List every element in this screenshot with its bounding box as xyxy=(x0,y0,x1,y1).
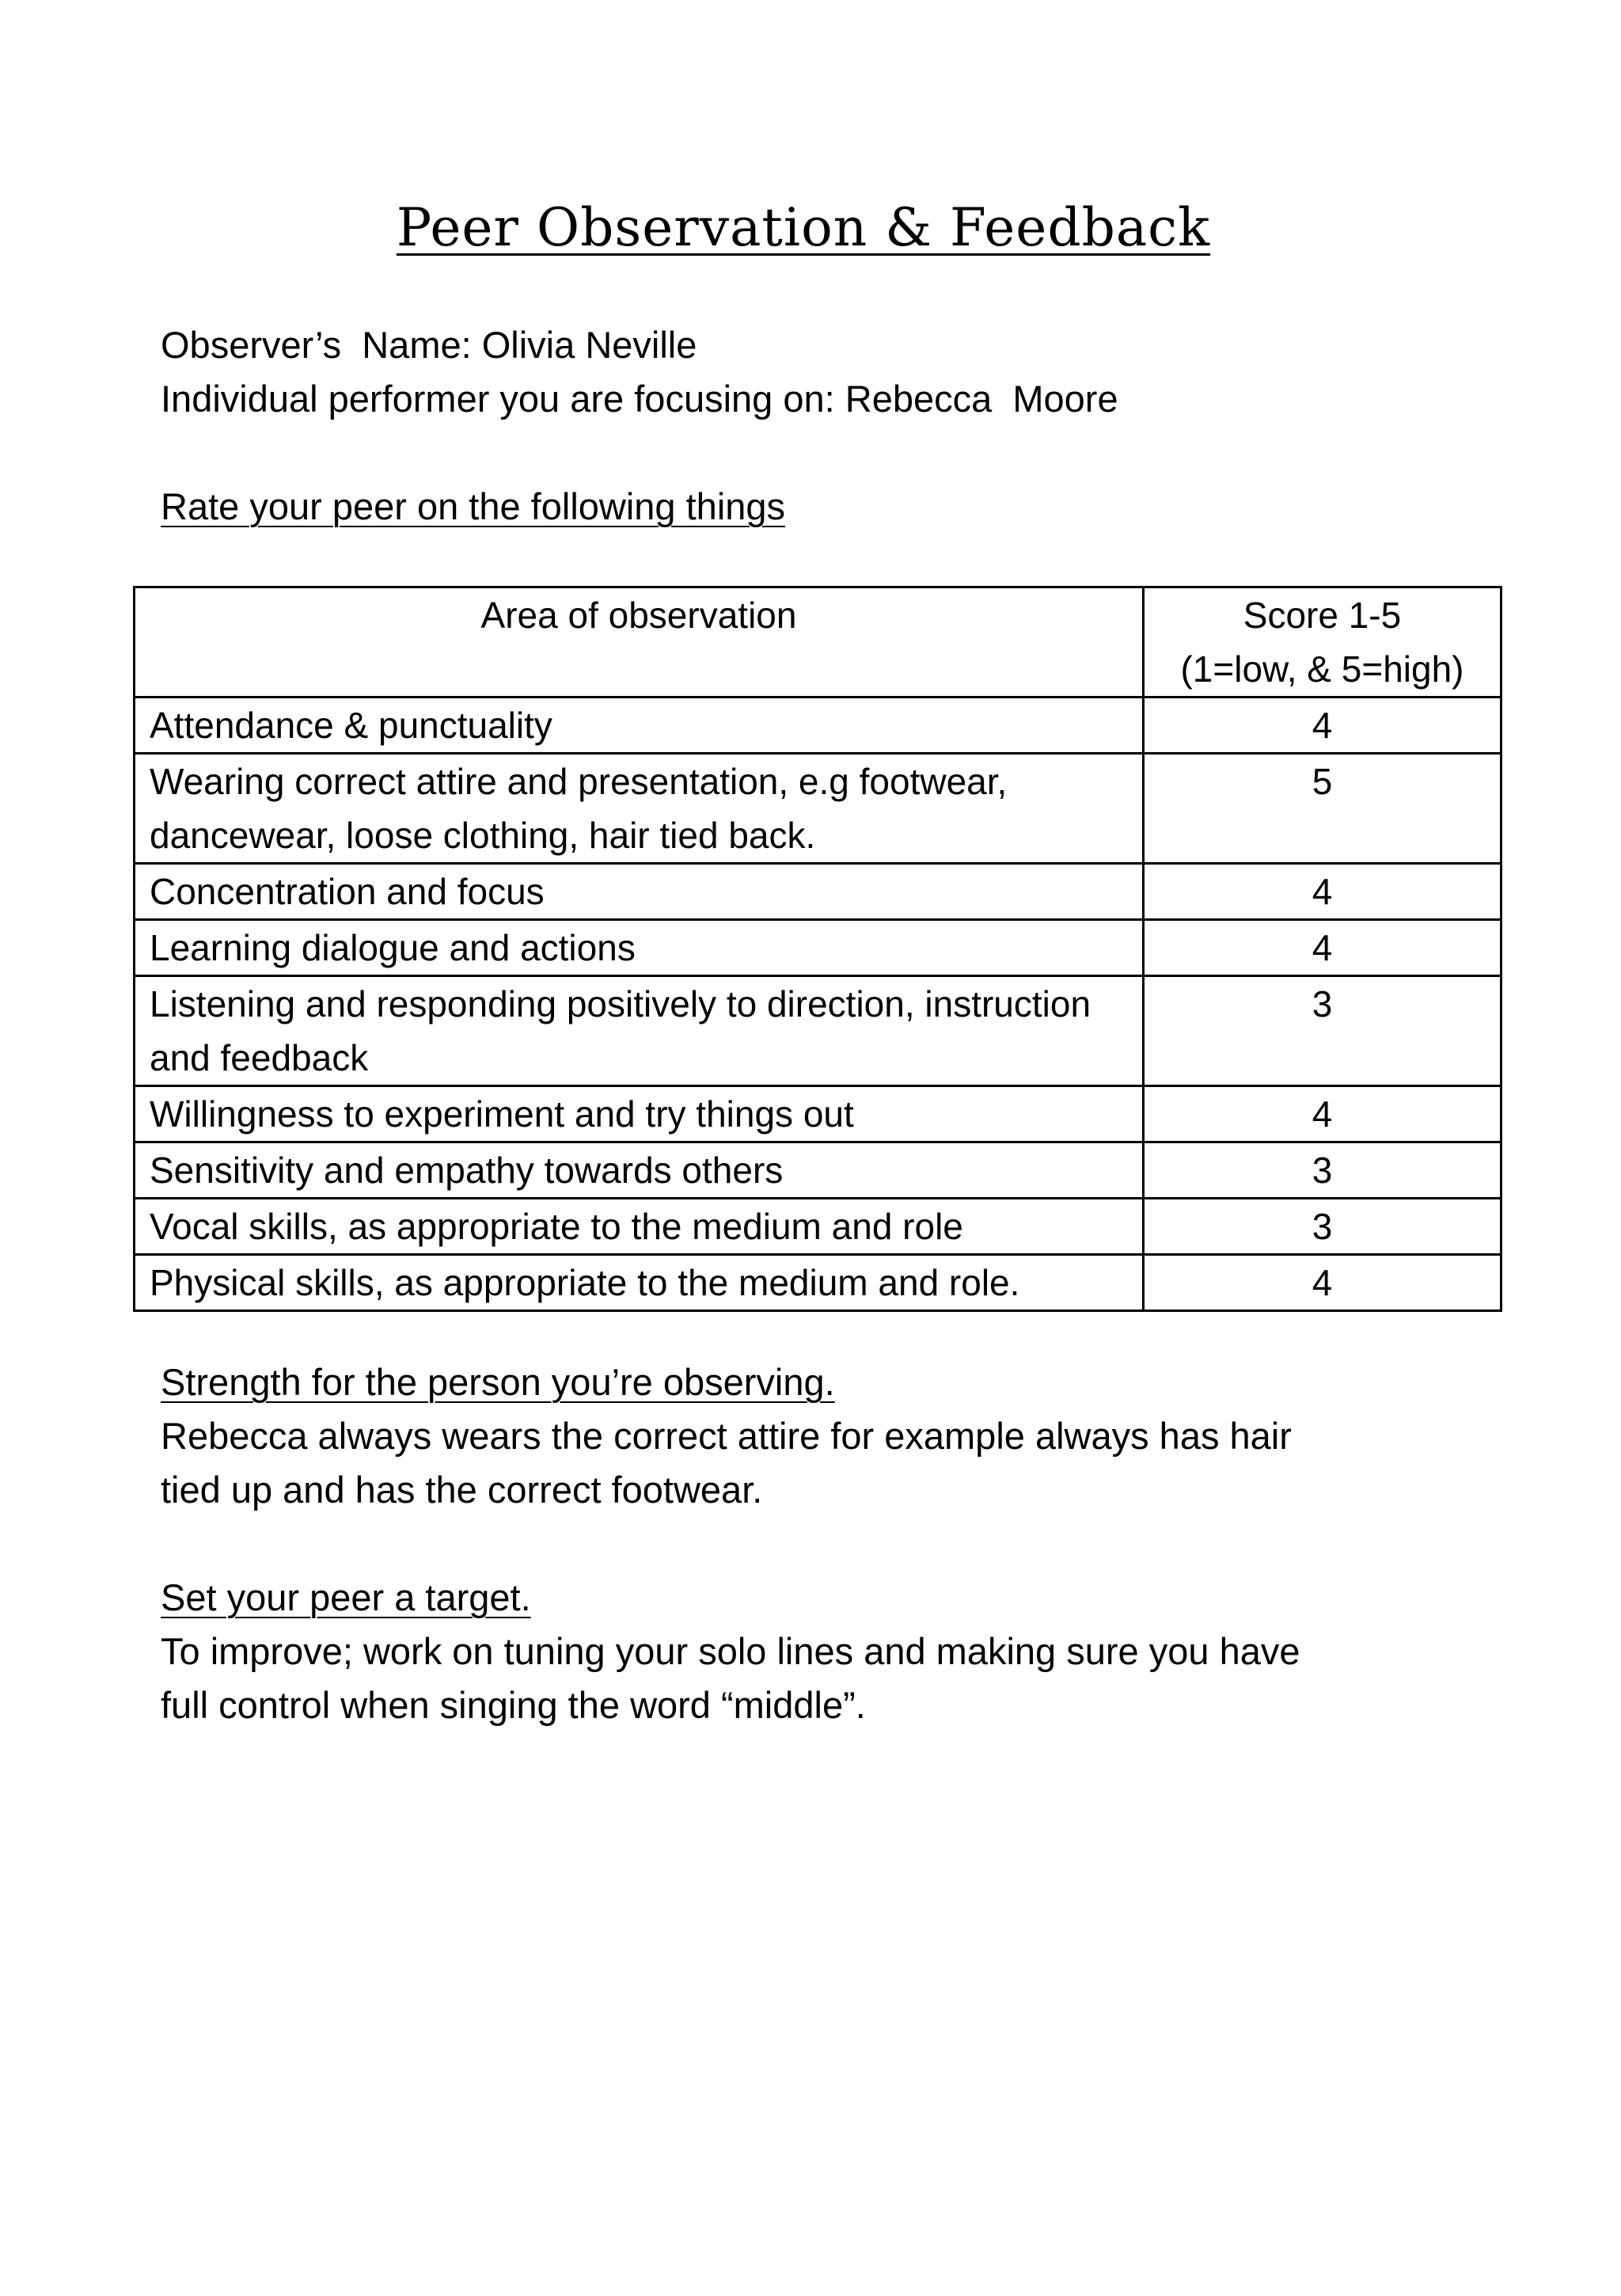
table-row xyxy=(135,920,1501,976)
row-score: 4 xyxy=(1144,864,1501,920)
strength-text-line1: Rebecca always wears the correct attire for example always has hair xyxy=(161,1415,1292,1457)
table-row xyxy=(135,1199,1501,1255)
target-text-line1: To improve; work on tuning your solo lines and making sure you have xyxy=(161,1630,1300,1672)
observer-line xyxy=(161,318,697,372)
header-area: Area of observation xyxy=(135,587,1144,698)
performer-name: Rebecca Moore xyxy=(845,378,1118,420)
row-area: Willingness to experiment and try things out xyxy=(135,1086,1144,1142)
performer-label: Individual performer you are focusing on: xyxy=(161,378,835,420)
row-score: 3 xyxy=(1144,1142,1501,1199)
table-row xyxy=(135,864,1501,920)
row-score: 3 xyxy=(1144,976,1501,1086)
row-score: 4 xyxy=(1144,1086,1501,1142)
row-score: 5 xyxy=(1144,754,1501,864)
row-score: 3 xyxy=(1144,1199,1501,1255)
target-text-line2: full control when singing the word “middle”. xyxy=(161,1684,866,1726)
page-title: Peer Observation & Feedback xyxy=(396,197,1211,258)
row-score: 4 xyxy=(1144,1255,1501,1311)
observer-name: Olivia Neville xyxy=(481,324,697,366)
row-area: Vocal skills, as appropriate to the medium and role xyxy=(135,1199,1144,1255)
row-score: 4 xyxy=(1144,698,1501,754)
row-area: Physical skills, as appropriate to the medium and role. xyxy=(135,1255,1144,1311)
row-area: Wearing correct attire and presentation, e.g footwear, dancewear, loose clothing, hair tied back. xyxy=(135,754,1144,864)
row-area: Attendance & punctuality xyxy=(135,698,1144,754)
row-area: Listening and responding positively to direction, instruction and feedback xyxy=(135,976,1144,1086)
table-row xyxy=(135,976,1501,1086)
row-area: Concentration and focus xyxy=(135,864,1144,920)
observation-table xyxy=(133,586,1502,1312)
observer-label: Observer’s Name: xyxy=(161,324,472,366)
row-area: Sensitivity and empathy towards others xyxy=(135,1142,1144,1199)
row-score: 4 xyxy=(1144,920,1501,976)
header-score xyxy=(1144,587,1501,698)
strength-text-line2: tied up and has the correct footwear. xyxy=(161,1469,763,1511)
row-area: Learning dialogue and actions xyxy=(135,920,1144,976)
table-row xyxy=(135,754,1501,864)
rate-heading: Rate your peer on the following things xyxy=(161,485,786,527)
strength-heading: Strength for the person you’re observing. xyxy=(161,1361,835,1403)
table-row xyxy=(135,1086,1501,1142)
table-row xyxy=(135,1142,1501,1199)
performer-line xyxy=(161,372,1118,426)
table-row xyxy=(135,698,1501,754)
target-heading: Set your peer a target. xyxy=(161,1576,531,1618)
table-header-row xyxy=(135,587,1501,698)
header-score-line1: Score 1-5 xyxy=(1243,595,1402,636)
table-row xyxy=(135,1255,1501,1311)
header-score-line2: (1=low, & 5=high) xyxy=(1180,648,1464,690)
